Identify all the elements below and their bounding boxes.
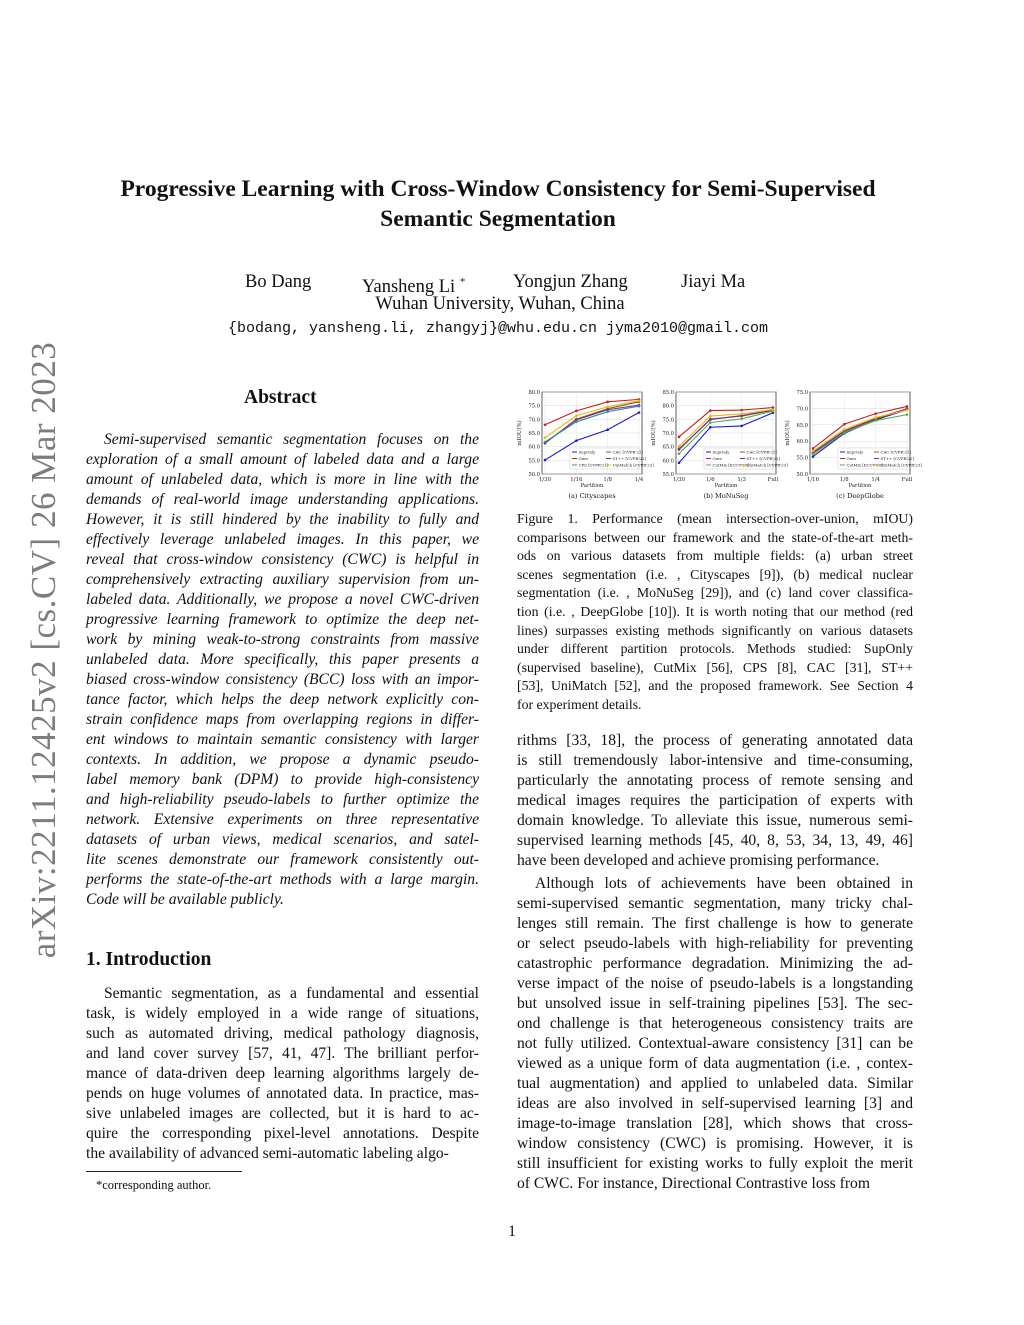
y-tick-label: 70.0 [796, 406, 808, 413]
text-line: Semi-supervised semantic segmentation focuses on the [104, 431, 479, 448]
text-line: ods on various datasets from multiple fields: (a) urban street [517, 548, 913, 564]
chart-panel [650, 390, 788, 500]
legend-label: CAC [CVPR'21] [880, 449, 911, 455]
right-column-paragraph-1 [517, 731, 913, 871]
chart-title: (a) Cityscapes [568, 492, 616, 500]
text-line: window consistency (CWC) is promising. However, it is [517, 1135, 913, 1152]
x-tick-label: Full [767, 477, 779, 483]
abstract-heading: Abstract [244, 387, 317, 408]
data-point [709, 421, 712, 424]
y-tick-label: 50.0 [796, 472, 808, 478]
y-tick-label: 75.0 [528, 403, 540, 410]
text-line: have been developed and achieve promising performance. [517, 852, 880, 869]
text-line: not fully utilized. Contextual-aware consistency [31] can be [517, 1035, 913, 1052]
figure-1-charts [512, 384, 922, 502]
y-tick-label: 55.0 [662, 472, 674, 478]
x-tick-label: 1/4 [871, 477, 881, 483]
data-point [874, 416, 877, 419]
page-number: 1 [508, 1223, 516, 1240]
legend-label: CAC [CVPR'21] [612, 449, 643, 455]
text-line: scenes segmentation (i.e. , Cityscapes [9]), (b) medical nuclear [517, 566, 913, 582]
legend-label: CutMix [ECCV'20] [846, 462, 883, 468]
text-line: of CWC. For instance, Directional Contrastive loss from [517, 1175, 870, 1192]
text-line: reveal that cross-window consistency (CWC) is helpful in [86, 551, 479, 568]
text-line: image-to-image translation [28], which shows that cross- [517, 1115, 913, 1132]
y-tick-label: 65.0 [528, 431, 540, 437]
text-line: mance of data-driven deep learning algorithms largely de- [86, 1065, 479, 1082]
data-point [740, 413, 743, 416]
y-tick-label: 50.0 [528, 472, 540, 478]
author-name: Jiayi Ma [681, 272, 746, 292]
y-axis-label: mIOU(%) [517, 420, 523, 446]
x-tick-label: 1/16 [806, 477, 820, 483]
text-line: lite scenes demonstrate our framework consistently out- [86, 851, 479, 868]
text-line: unlabeled data. More specifically, this paper presents a [86, 651, 479, 668]
text-line: the availability of advanced semi-automatic labeling algo- [86, 1145, 449, 1162]
text-line: datasets of urban views, medical scenarios, and satel- [86, 831, 479, 848]
text-line: strain confidence maps from overlapping regions in differ- [86, 711, 479, 728]
y-tick-label: 60.0 [796, 439, 808, 446]
legend-label: ST++ [CVPR'22] [746, 456, 780, 462]
y-tick-label: 85.0 [662, 390, 674, 396]
text-line: work by mining weak-to-strong constraints from massive [86, 631, 479, 648]
legend-label: UniMatch [CVPR'23] [880, 462, 922, 468]
data-point [678, 448, 681, 451]
data-point [606, 401, 609, 404]
data-point [906, 409, 909, 412]
y-axis-label: mIOU(%) [785, 420, 791, 446]
y-tick-label: 65.0 [662, 444, 674, 451]
y-tick-label: 65.0 [796, 422, 808, 429]
data-point [575, 410, 578, 413]
data-point [678, 461, 681, 464]
data-point [812, 450, 815, 453]
legend-label: CutMix [ECCV'20] [712, 462, 749, 468]
x-tick-label: 1/16 [570, 477, 583, 483]
data-point [709, 415, 712, 418]
text-line: such as automated driving, medical pathology diagnosis, [86, 1025, 479, 1042]
data-point [544, 459, 547, 462]
legend-label: UniMatch [CVPR'23] [612, 462, 654, 468]
x-tick-label: 1/6 [705, 477, 715, 483]
data-point [575, 439, 578, 442]
data-point [843, 431, 846, 434]
text-line: semi-supervised semantic segmentation, many tricky chal- [517, 895, 913, 912]
corresponding-author-mark: * [459, 276, 466, 288]
text-line: quire the corresponding pixel-level annotations. Despite [86, 1125, 479, 1142]
text-line: domain knowledge. To alleviate this issue, numerous semi- [517, 812, 913, 829]
data-point [740, 409, 743, 412]
data-point [709, 418, 712, 421]
text-line: Code will be available publicly. [86, 891, 284, 908]
text-line: but unsolved issue in self-training pipelines [53]. The sec- [517, 995, 913, 1012]
text-line: labeled data. Additionally, we propose a novel CWC-driven [86, 591, 479, 608]
figure-1-svg [512, 384, 922, 502]
text-line: Semantic segmentation, as a fundamental and essential [104, 985, 479, 1002]
text-line: supervised learning methods [45, 40, 8, 53, 34, 13, 49, 46] [517, 832, 913, 849]
text-line: Although lots of achievements have been obtained in [535, 875, 913, 892]
legend-label: Ours [578, 456, 589, 462]
data-point [544, 436, 547, 439]
text-line: performs the state-of-the-art methods with a large margin. [86, 871, 479, 888]
text-line: is still tremendously labor-intensive and time-consuming, [517, 752, 913, 769]
data-point [678, 452, 681, 455]
y-tick-label: 75.0 [662, 417, 674, 424]
text-line: demands of real-world image understanding applications. [86, 491, 479, 508]
text-line: lenges still remain. The first challenge is how to generate [517, 915, 913, 932]
data-point [740, 417, 743, 420]
legend-label: UniMatch [CVPR'23] [746, 462, 788, 468]
introduction-heading: 1. Introduction [86, 949, 212, 970]
data-point [740, 425, 743, 428]
text-line: biased cross-window consistency (BCC) loss with an impor- [86, 671, 479, 688]
x-tick-label: Full [901, 477, 913, 483]
legend-label: SupOnly [846, 449, 864, 455]
y-tick-label: 75.0 [796, 390, 808, 396]
text-line: (supervised baseline), CutMix [56], CPS [8], CAC [31], ST++ [517, 659, 913, 675]
text-line: [53], UniMatch [52], and the proposed framework. See Section 4 [517, 678, 913, 694]
text-line: task, is widely employed in a wide range of situations, [86, 1005, 479, 1022]
data-point [638, 399, 641, 402]
y-tick-label: 60.0 [662, 458, 674, 465]
data-point [709, 409, 712, 412]
text-line: tance factor, which helps the deep network explicitly con- [86, 691, 479, 708]
text-line: However, it is still hindered by the inability to fully and [86, 511, 479, 528]
x-tick-label: 1/30 [672, 477, 686, 483]
text-line: or select pseudo-labels with high-reliability for preventing [517, 935, 913, 952]
text-line: particularly the annotating process of remote sensing and [517, 772, 913, 789]
text-line: segmentation (i.e. , MoNuSeg [29]), and (c) land cover classifica- [517, 585, 913, 601]
abstract-body [86, 430, 479, 910]
text-line: pends on huge volumes of annotated data. In practice, mas- [86, 1085, 479, 1102]
y-tick-label: 55.0 [796, 455, 808, 462]
legend-label: SupOnly [712, 449, 730, 455]
figure-1-caption [517, 510, 913, 715]
text-line: medical images requires the participation of experts with [517, 792, 913, 809]
legend-label: Ours [846, 456, 857, 462]
x-tick-label: 1/8 [839, 477, 849, 483]
paper-title-line-1: Progressive Learning with Cross-Window Consistency for Semi-Supervised [120, 176, 876, 202]
introduction-body [86, 984, 479, 1164]
text-line: contexts. In addition, we propose a dynamic pseudo- [86, 751, 479, 768]
text-line: ideas are also involved in self-supervised learning [3] and [517, 1095, 913, 1112]
affiliation: Wuhan University, Wuhan, China [375, 294, 625, 314]
text-line: ent windows to maintain semantic consistency with larger [86, 731, 479, 748]
text-line: network. Extensive experiments on three representative [86, 811, 479, 828]
text-line: sive unlabeled images are collected, but it is hard to ac- [86, 1105, 479, 1122]
legend-label: CAC [CVPR'21] [746, 449, 777, 455]
legend-label: CPS [CVPR'21] [578, 462, 609, 468]
text-line: comprehensively extracting auxiliary supervision from un- [86, 571, 479, 588]
text-line: Figure 1. Performance (mean intersection-over-union, mIOU) [517, 511, 913, 526]
x-axis-label: Partition [714, 483, 738, 489]
data-point [709, 426, 712, 429]
text-line: tion (i.e. , DeepGlobe [10]). It is worth noting that our method (red [517, 603, 913, 619]
chart-panel [784, 390, 922, 500]
arxiv-identifier: arXiv:2211.12425v2 [cs.CV] 26 Mar 2023 [24, 341, 63, 959]
data-point [575, 420, 578, 423]
text-line: and land cover survey [57, 41, 47]. The brilliant perfor- [86, 1045, 479, 1062]
text-line: progressive learning framework to optimize the deep net- [86, 611, 479, 628]
text-line: verse impact of the noise of pseudo-labels is a longstanding [517, 975, 913, 992]
data-point [606, 410, 609, 413]
data-point [812, 455, 815, 458]
footnote-rule [86, 1171, 242, 1172]
paper-title-line-2: Semantic Segmentation [380, 206, 616, 232]
y-axis-label: mIOU(%) [651, 420, 657, 446]
legend-label: Ours [712, 456, 723, 462]
y-tick-label: 80.0 [528, 390, 540, 396]
legend-label: ST++ [CVPR'22] [880, 456, 914, 462]
data-point [843, 428, 846, 431]
data-point [906, 405, 909, 408]
data-point [638, 405, 641, 408]
data-point [575, 414, 578, 417]
right-column-paragraph-2 [517, 874, 913, 1194]
text-line: comparisons between our framework and the state-of-the-art meth- [517, 529, 913, 545]
text-line: label memory bank (DPM) to provide high-consistency [86, 771, 479, 788]
x-axis-label: Partition [848, 483, 872, 489]
author-emails: {bodang, yansheng.li, zhangyj}@whu.edu.cn jyma2010@gmail.com [227, 320, 769, 337]
data-point [874, 419, 877, 422]
text-line: exploration of a small amount of labeled data and a large [86, 451, 479, 468]
y-tick-label: 60.0 [528, 444, 540, 451]
data-point [874, 412, 877, 415]
x-tick-label: 1/30 [538, 477, 552, 483]
data-point [544, 424, 547, 427]
chart-title: (c) DeepGlobe [836, 492, 884, 500]
data-point [678, 445, 681, 448]
text-line: catastrophic performance degradation. Minimizing the ad- [517, 955, 913, 972]
text-line: rithms [33, 18], the process of generating annotated data [517, 732, 913, 749]
text-line: effectively leverage unlabeled images. In this paper, we [86, 531, 479, 548]
x-tick-label: 1/3 [737, 477, 747, 483]
text-line: lines) surpasses existing methods significantly on various datasets [517, 622, 913, 638]
data-point [772, 408, 775, 411]
text-line: and high-reliability pseudo-labels to further optimize the [86, 791, 479, 808]
text-line: under different partition protocols. Methods studied: SupOnly [517, 641, 913, 657]
legend-label: SupOnly [578, 449, 596, 455]
x-tick-label: 1/8 [603, 477, 613, 483]
x-axis-label: Partition [580, 483, 604, 489]
text-line: viewed as a unique form of data augmentation (i.e. , contex- [517, 1055, 913, 1072]
chart-title: (b) MoNuSeg [703, 492, 749, 500]
data-point [606, 405, 609, 408]
data-point [812, 447, 815, 450]
author-name: Bo Dang [245, 272, 312, 292]
paper-title [90, 174, 906, 234]
footnote: *corresponding author. [96, 1178, 212, 1192]
author-name: Yansheng Li [362, 277, 456, 298]
y-tick-label: 70.0 [662, 431, 674, 437]
data-point [812, 453, 815, 456]
chart-panel [516, 390, 654, 500]
text-line: for experiment details. [517, 696, 642, 712]
y-tick-label: 80.0 [662, 403, 674, 410]
y-tick-label: 70.0 [528, 417, 540, 424]
text-line: tual augmentation) and applied to unlabeled data. Similar [517, 1075, 913, 1092]
data-point [843, 423, 846, 426]
text-line: amount of unlabeled data, which is more in line with the [86, 471, 479, 488]
data-point [638, 411, 641, 414]
y-tick-label: 55.0 [528, 458, 540, 465]
author-name: Yongjun Zhang [513, 272, 628, 292]
text-line: still insufficient for existing works to fully exploit the merit [517, 1155, 913, 1172]
data-point [906, 413, 909, 416]
x-tick-label: 1/4 [634, 477, 644, 483]
data-point [678, 436, 681, 439]
legend-label: ST++ [CVPR'22] [612, 456, 646, 462]
data-point [606, 428, 609, 431]
text-line: ond challenge is that heterogeneous consistency traits are [517, 1015, 913, 1032]
data-point [544, 441, 547, 444]
